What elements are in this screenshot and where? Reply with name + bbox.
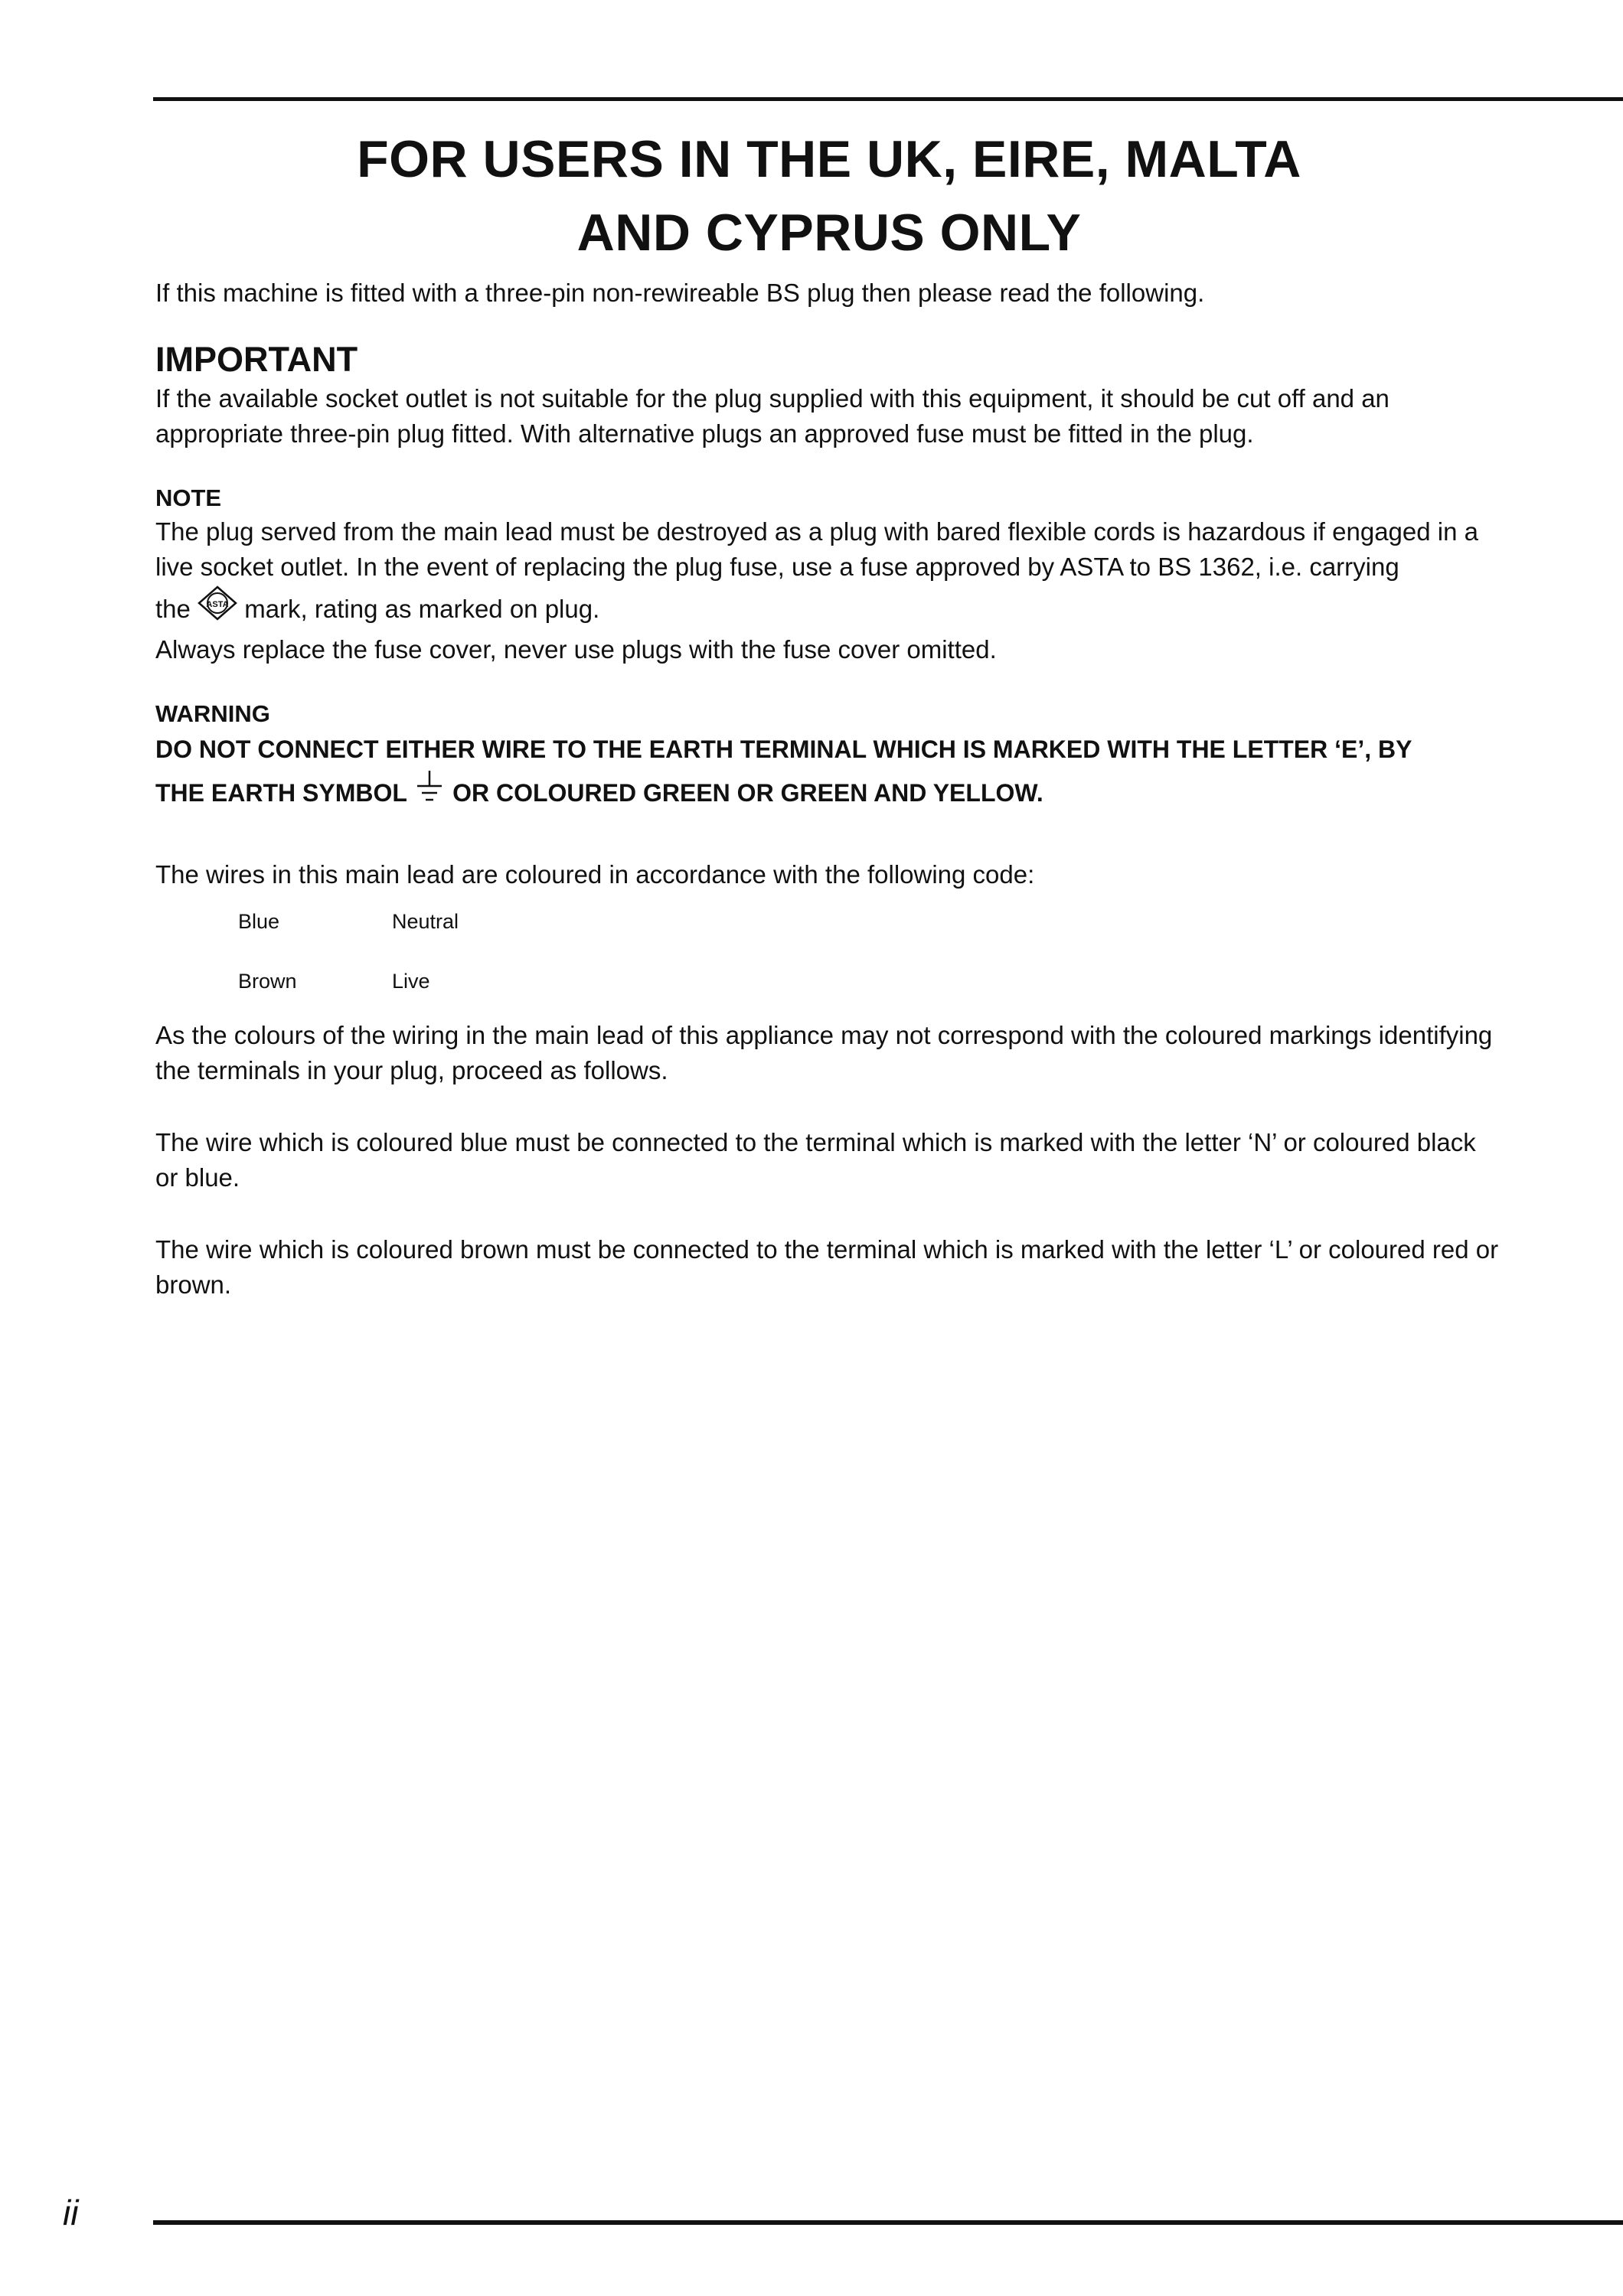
wire-colour-cell: Brown (238, 969, 297, 993)
wire-colour-cell: Blue (238, 909, 280, 933)
table-row (238, 906, 459, 966)
title-line-2: AND CYPRUS ONLY (576, 204, 1082, 262)
asta-logo-text: ASTA (206, 599, 229, 609)
wiring-paragraph-2: The wire which is coloured blue must be connected to the terminal which is marked with the letter ‘N’ or coloured black or blue. (155, 1127, 1476, 1192)
page-title (155, 122, 1503, 269)
top-rule (153, 97, 1623, 101)
asta-mark-icon (198, 585, 237, 637)
important-text: If the available socket outlet is not suitable for the plug supplied with this equipment, it should be cut off and an appropriate three-pin plug fitted. With alternative plugs an approved fuse must be fitted in the plug. (155, 384, 1390, 448)
page-content (155, 122, 1503, 1303)
wire-function-cell: Live (392, 969, 430, 993)
bottom-rule (153, 2220, 1623, 2225)
table-row (238, 966, 459, 996)
wiring-intro: The wires in this main lead are coloured in accordance with the following code: (155, 859, 1035, 889)
note-mark-suffix: mark, rating as marked on plug. (244, 595, 600, 623)
note-text: The plug served from the main lead must be destroyed as a plug with bared flexible cords is hazardous if engaged in a live socket outlet. In the event of replacing the plug fuse, use a fuse approved by ASTA to BS 1362, i.e. carrying (155, 517, 1478, 581)
warning-line-2-prefix: THE EARTH SYMBOL (155, 778, 407, 807)
wiring-paragraph-3: The wire which is coloured brown must be connected to the terminal which is marked with the letter ‘L’ or coloured red or brown. (155, 1234, 1499, 1299)
title-line-1: FOR USERS IN THE UK, EIRE, MALTA (357, 130, 1301, 188)
note-label: NOTE (155, 484, 222, 511)
note-mark-line (155, 585, 1503, 637)
important-heading: IMPORTANT (155, 340, 358, 379)
warning-line-2 (155, 768, 1503, 820)
wire-colour-table (238, 906, 459, 996)
warning-label: WARNING (155, 700, 270, 727)
warning-line-2-suffix: OR COLOURED GREEN OR GREEN AND YELLOW. (452, 778, 1043, 807)
warning-line-1: DO NOT CONNECT EITHER WIRE TO THE EARTH TERMINAL WHICH IS MARKED WITH THE LETTER ‘E’, BY (155, 735, 1412, 763)
page-number: ii (63, 2193, 79, 2232)
earth-symbol-icon (413, 769, 446, 820)
wiring-paragraph-1: As the colours of the wiring in the main lead of this appliance may not correspond with the coloured markings identifying the terminals in your plug, proceed as follows. (155, 1020, 1493, 1084)
fuse-cover-text: Always replace the fuse cover, never use plugs with the fuse cover omitted. (155, 634, 997, 664)
wire-function-cell: Neutral (392, 909, 459, 933)
note-mark-prefix: the (155, 595, 191, 623)
intro-text: If this machine is fitted with a three-pin non-rewireable BS plug then please read the following. (155, 279, 1205, 307)
